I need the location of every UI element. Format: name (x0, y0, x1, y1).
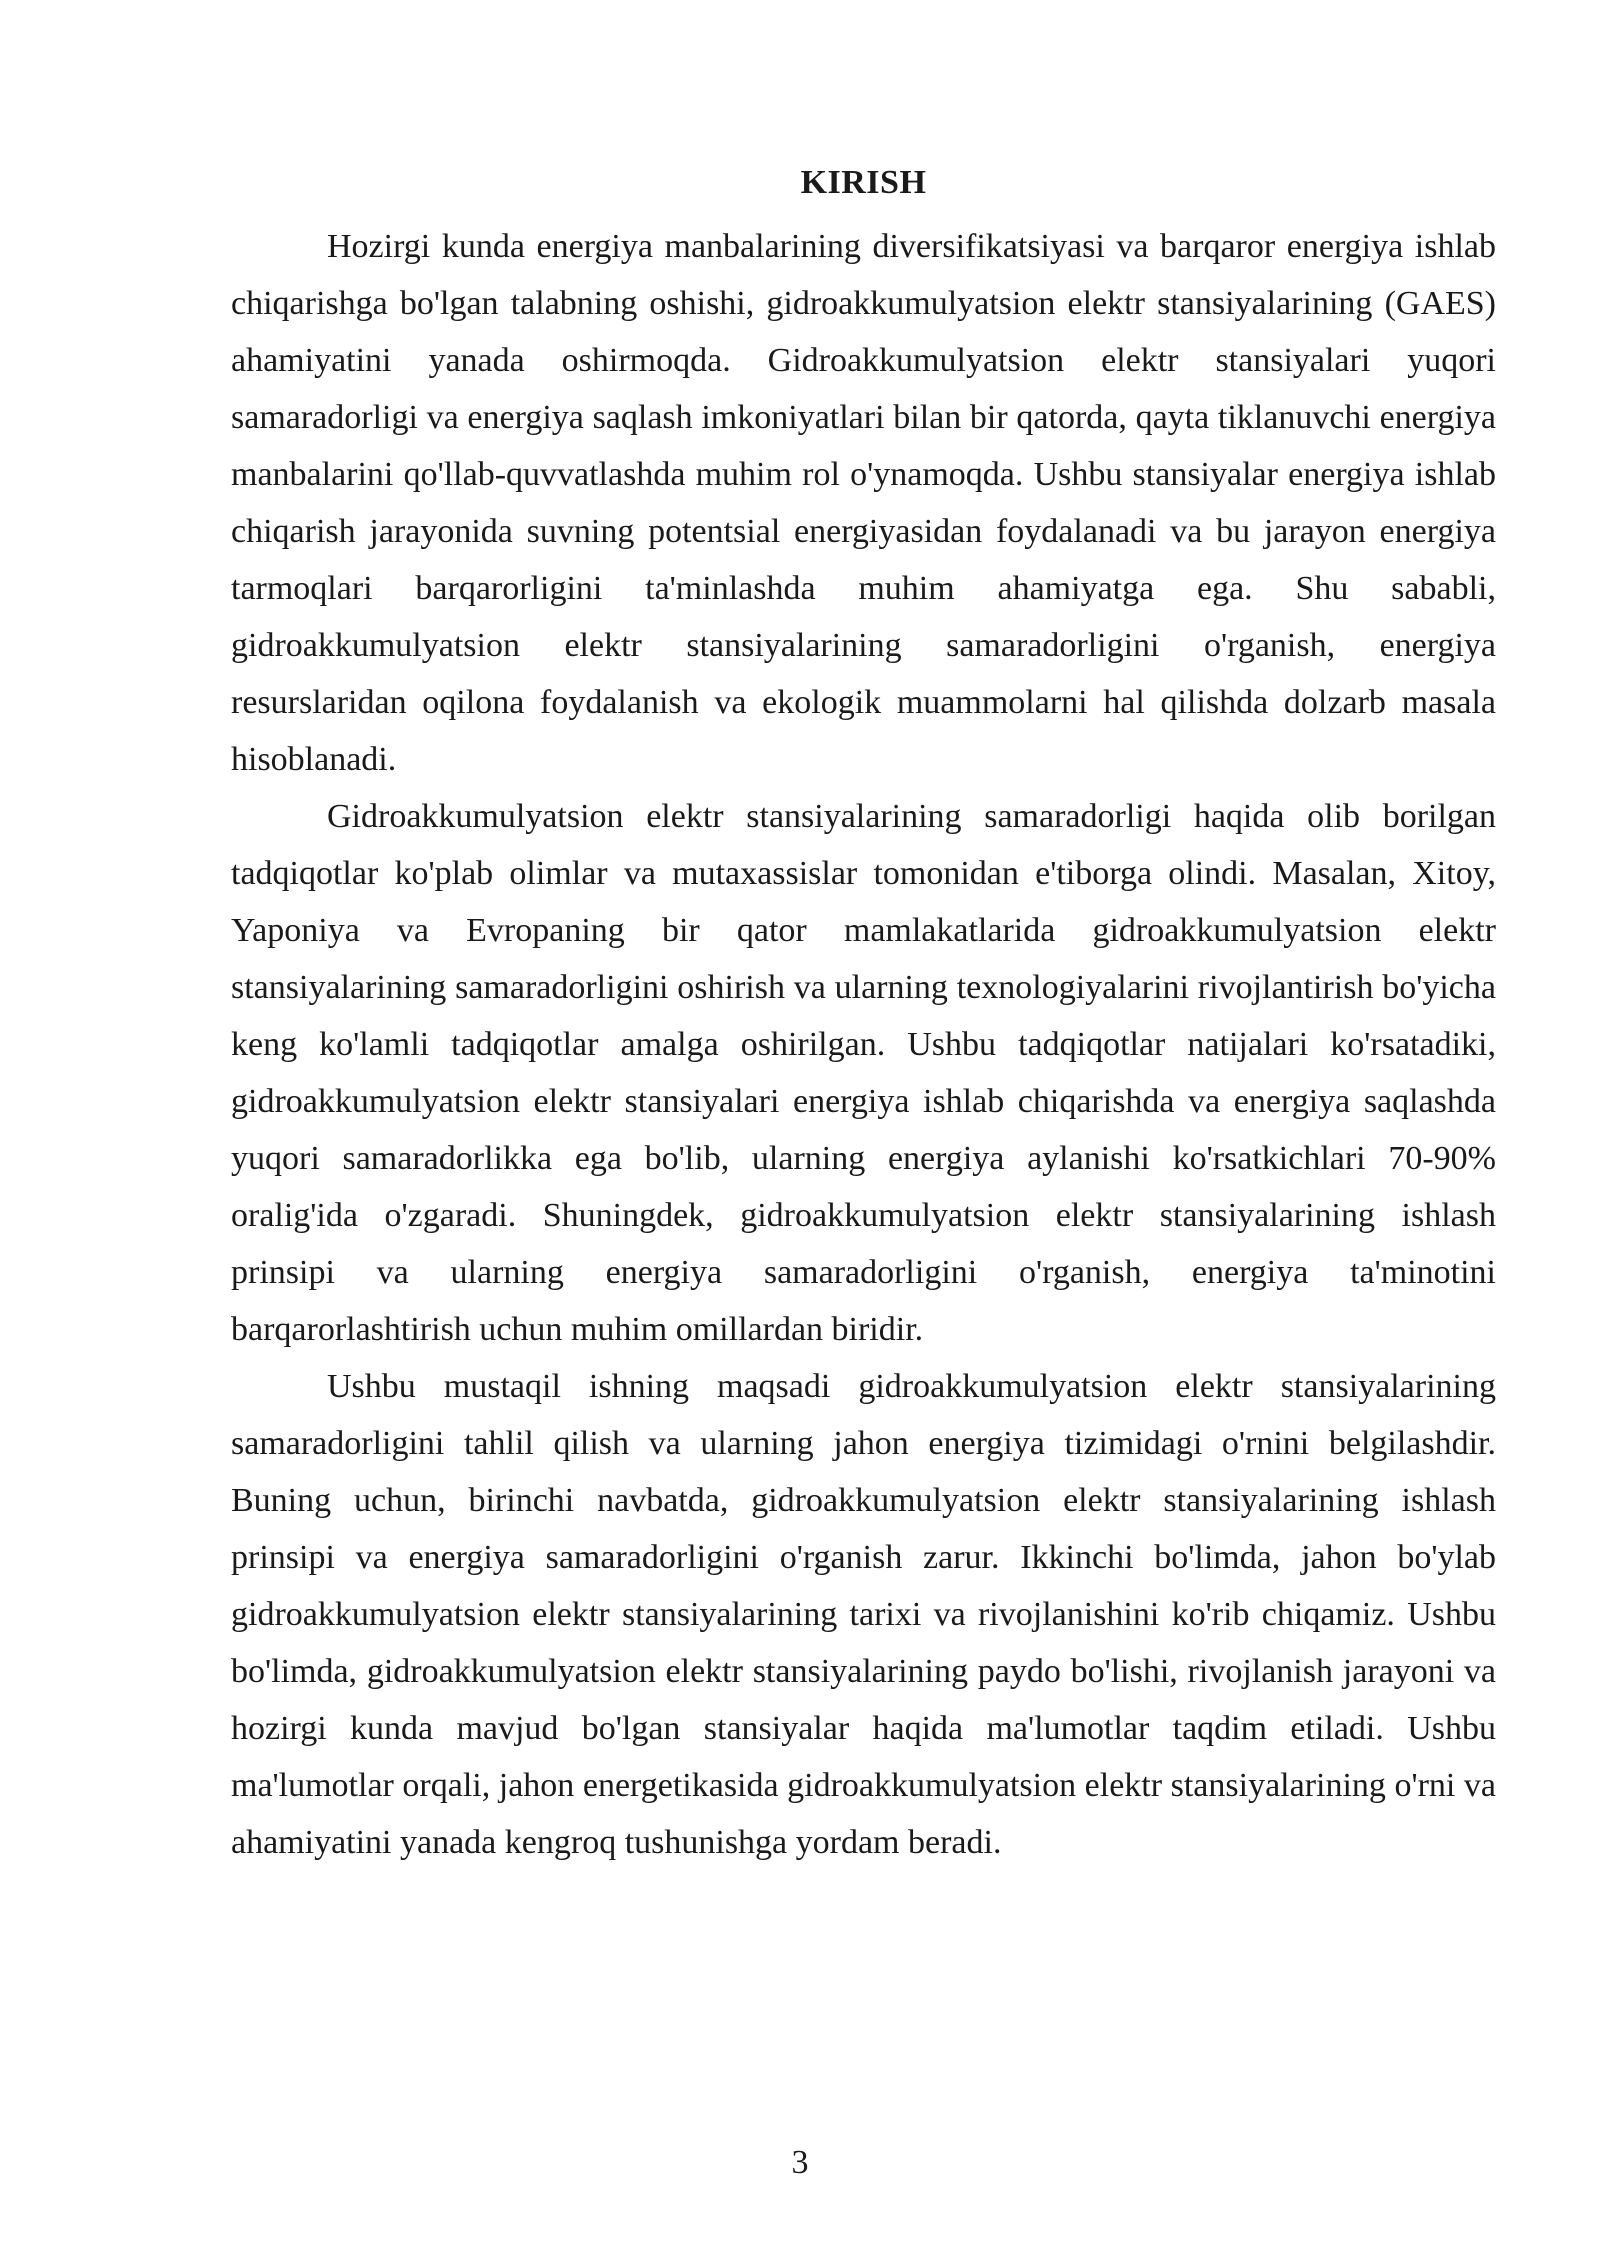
section-heading: KIRISH (800, 164, 927, 201)
page-content (231, 160, 1496, 1871)
paragraph-2: Gidroakkumulyatsion elektr stansiyalarining samaradorligi haqida olib borilgan tadqiqotlar ko'plab olimlar va mutaxassislar tomonidan e'tiborga olindi. Masalan, Xitoy, Yaponiya va Evropaning bir qator mamlakatlarida gidroakkumulyatsion elektr stansiyalarining samaradorligini oshirish va ularning texnologiyalarini rivojlantirish bo'yicha keng ko'lamli tadqiqotlar amalga oshirilgan. Ushbu tadqiqotlar natijalari ko'rsatadiki, gidroakkumulyatsion elektr stansiyalari energiya ishlab chiqarishda va energiya saqlashda yuqori samaradorlikka ega bo'lib, ularning energiya aylanishi ko'rsatkichlari 70-90% oralig'ida o'zgaradi. Shuningdek, gidroakkumulyatsion elektr stansiyalarining ishlash prinsipi va ularning energiya samaradorligini o'rganish, energiya ta'minotini barqarorlashtirish uchun muhim omillardan biridir. (231, 798, 1496, 1348)
paragraph-1: Hozirgi kunda energiya manbalarining diversifikatsiyasi va barqaror energiya ishlab chiqarishga bo'lgan talabning oshishi, gidroakkumulyatsion elektr stansiyalarining (GAES) ahamiyatini yanada oshirmoqda. Gidroakkumulyatsion elektr stansiyalari yuqori samaradorligi va energiya saqlash imkoniyatlari bilan bir qatorda, qayta tiklanuvchi energiya manbalarini qo'llab-quvvatlashda muhim rol o'ynamoqda. Ushbu stansiyalar energiya ishlab chiqarish jarayonida suvning potentsial energiyasidan foydalanadi va bu jarayon energiya tarmoqlari barqarorligini ta'minlashda muhim ahamiyatga ega. Shu sababli, gidroakkumulyatsion elektr stansiyalarining samaradorligini o'rganish, energiya resurslaridan oqilona foydalanish va ekologik muammolarni hal qilishda dolzarb masala hisoblanadi. (231, 228, 1496, 778)
paragraph-3: Ushbu mustaqil ishning maqsadi gidroakkumulyatsion elektr stansiyalarining samaradorligini tahlil qilish va ularning jahon energiya tizimidagi o'rnini belgilashdir. Buning uchun, birinchi navbatda, gidroakkumulyatsion elektr stansiyalarining ishlash prinsipi va energiya samaradorligini o'rganish zarur. Ikkinchi bo'limda, jahon bo'ylab gidroakkumulyatsion elektr stansiyalarining tarixi va rivojlanishini ko'rib chiqamiz. Ushbu bo'limda, gidroakkumulyatsion elektr stansiyalarining paydo bo'lishi, rivojlanish jarayoni va hozirgi kunda mavjud bo'lgan stansiyalar haqida ma'lumotlar taqdim etiladi. Ushbu ma'lumotlar orqali, jahon energetikasida gidroakkumulyatsion elektr stansiyalarining o'rni va ahamiyatini yanada kengroq tushunishga yordam beradi. (231, 1368, 1496, 1861)
page-number: 3 (791, 2144, 809, 2181)
